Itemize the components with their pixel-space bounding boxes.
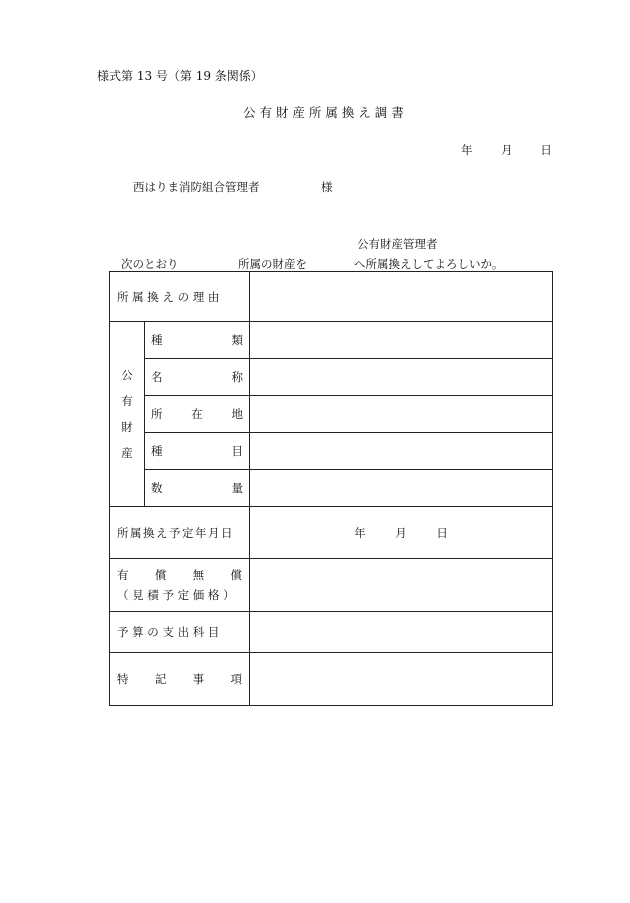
notes-value[interactable] <box>250 653 553 706</box>
date-year: 年 <box>461 143 473 157</box>
property-category-label: 種 目 <box>145 433 250 470</box>
date-month: 月 <box>501 143 513 157</box>
property-category-value[interactable] <box>250 433 553 470</box>
addressee-honorific: 様 <box>321 180 333 194</box>
transfer-date-day: 日 <box>436 525 448 540</box>
date-line <box>461 142 552 158</box>
transfer-date-label: 所属換え予定年月日 <box>110 507 250 559</box>
transfer-date-month: 月 <box>395 525 407 540</box>
request-part-2: 所属の財産を <box>238 257 307 271</box>
date-day: 日 <box>540 143 552 157</box>
addressee <box>133 179 333 195</box>
paid-free-label: 有 償 無 償 （ 見 積 予 定 価 格 ） <box>110 559 250 612</box>
property-location-label: 所 在 地 <box>145 396 250 433</box>
property-type-label: 種 類 <box>145 322 250 359</box>
paid-free-value[interactable] <box>250 559 553 612</box>
manager-label: 公有財産管理者 <box>357 237 438 251</box>
request-part-1: 次のとおり <box>121 257 179 271</box>
transfer-table <box>109 271 553 706</box>
request-part-3: へ所属換えしてよろしいか。 <box>354 257 504 271</box>
property-name-value[interactable] <box>250 359 553 396</box>
property-group-label: 公 有 財 産 <box>110 322 145 507</box>
budget-label: 予 算 の 支 出 科 目 <box>110 612 250 653</box>
notes-label: 特 記 事 項 <box>110 653 250 706</box>
transfer-date-value[interactable] <box>250 507 553 559</box>
form-number: 様式第 13 号（第 19 条関係） <box>97 69 263 83</box>
property-quantity-value[interactable] <box>250 470 553 507</box>
property-name-label: 名 称 <box>145 359 250 396</box>
property-type-value[interactable] <box>250 322 553 359</box>
property-location-value[interactable] <box>250 396 553 433</box>
reason-value[interactable] <box>250 272 553 322</box>
property-quantity-label: 数 量 <box>145 470 250 507</box>
reason-label: 所 属 換 え の 理 由 <box>110 272 250 322</box>
transfer-date-year: 年 <box>354 525 366 540</box>
budget-value[interactable] <box>250 612 553 653</box>
document-title: 公 有 財 産 所 属 換 え 調 書 <box>243 105 404 120</box>
estimate-label: （ 見 積 予 定 価 格 ） <box>117 588 235 602</box>
addressee-name: 西はりま消防組合管理者 <box>133 180 260 194</box>
